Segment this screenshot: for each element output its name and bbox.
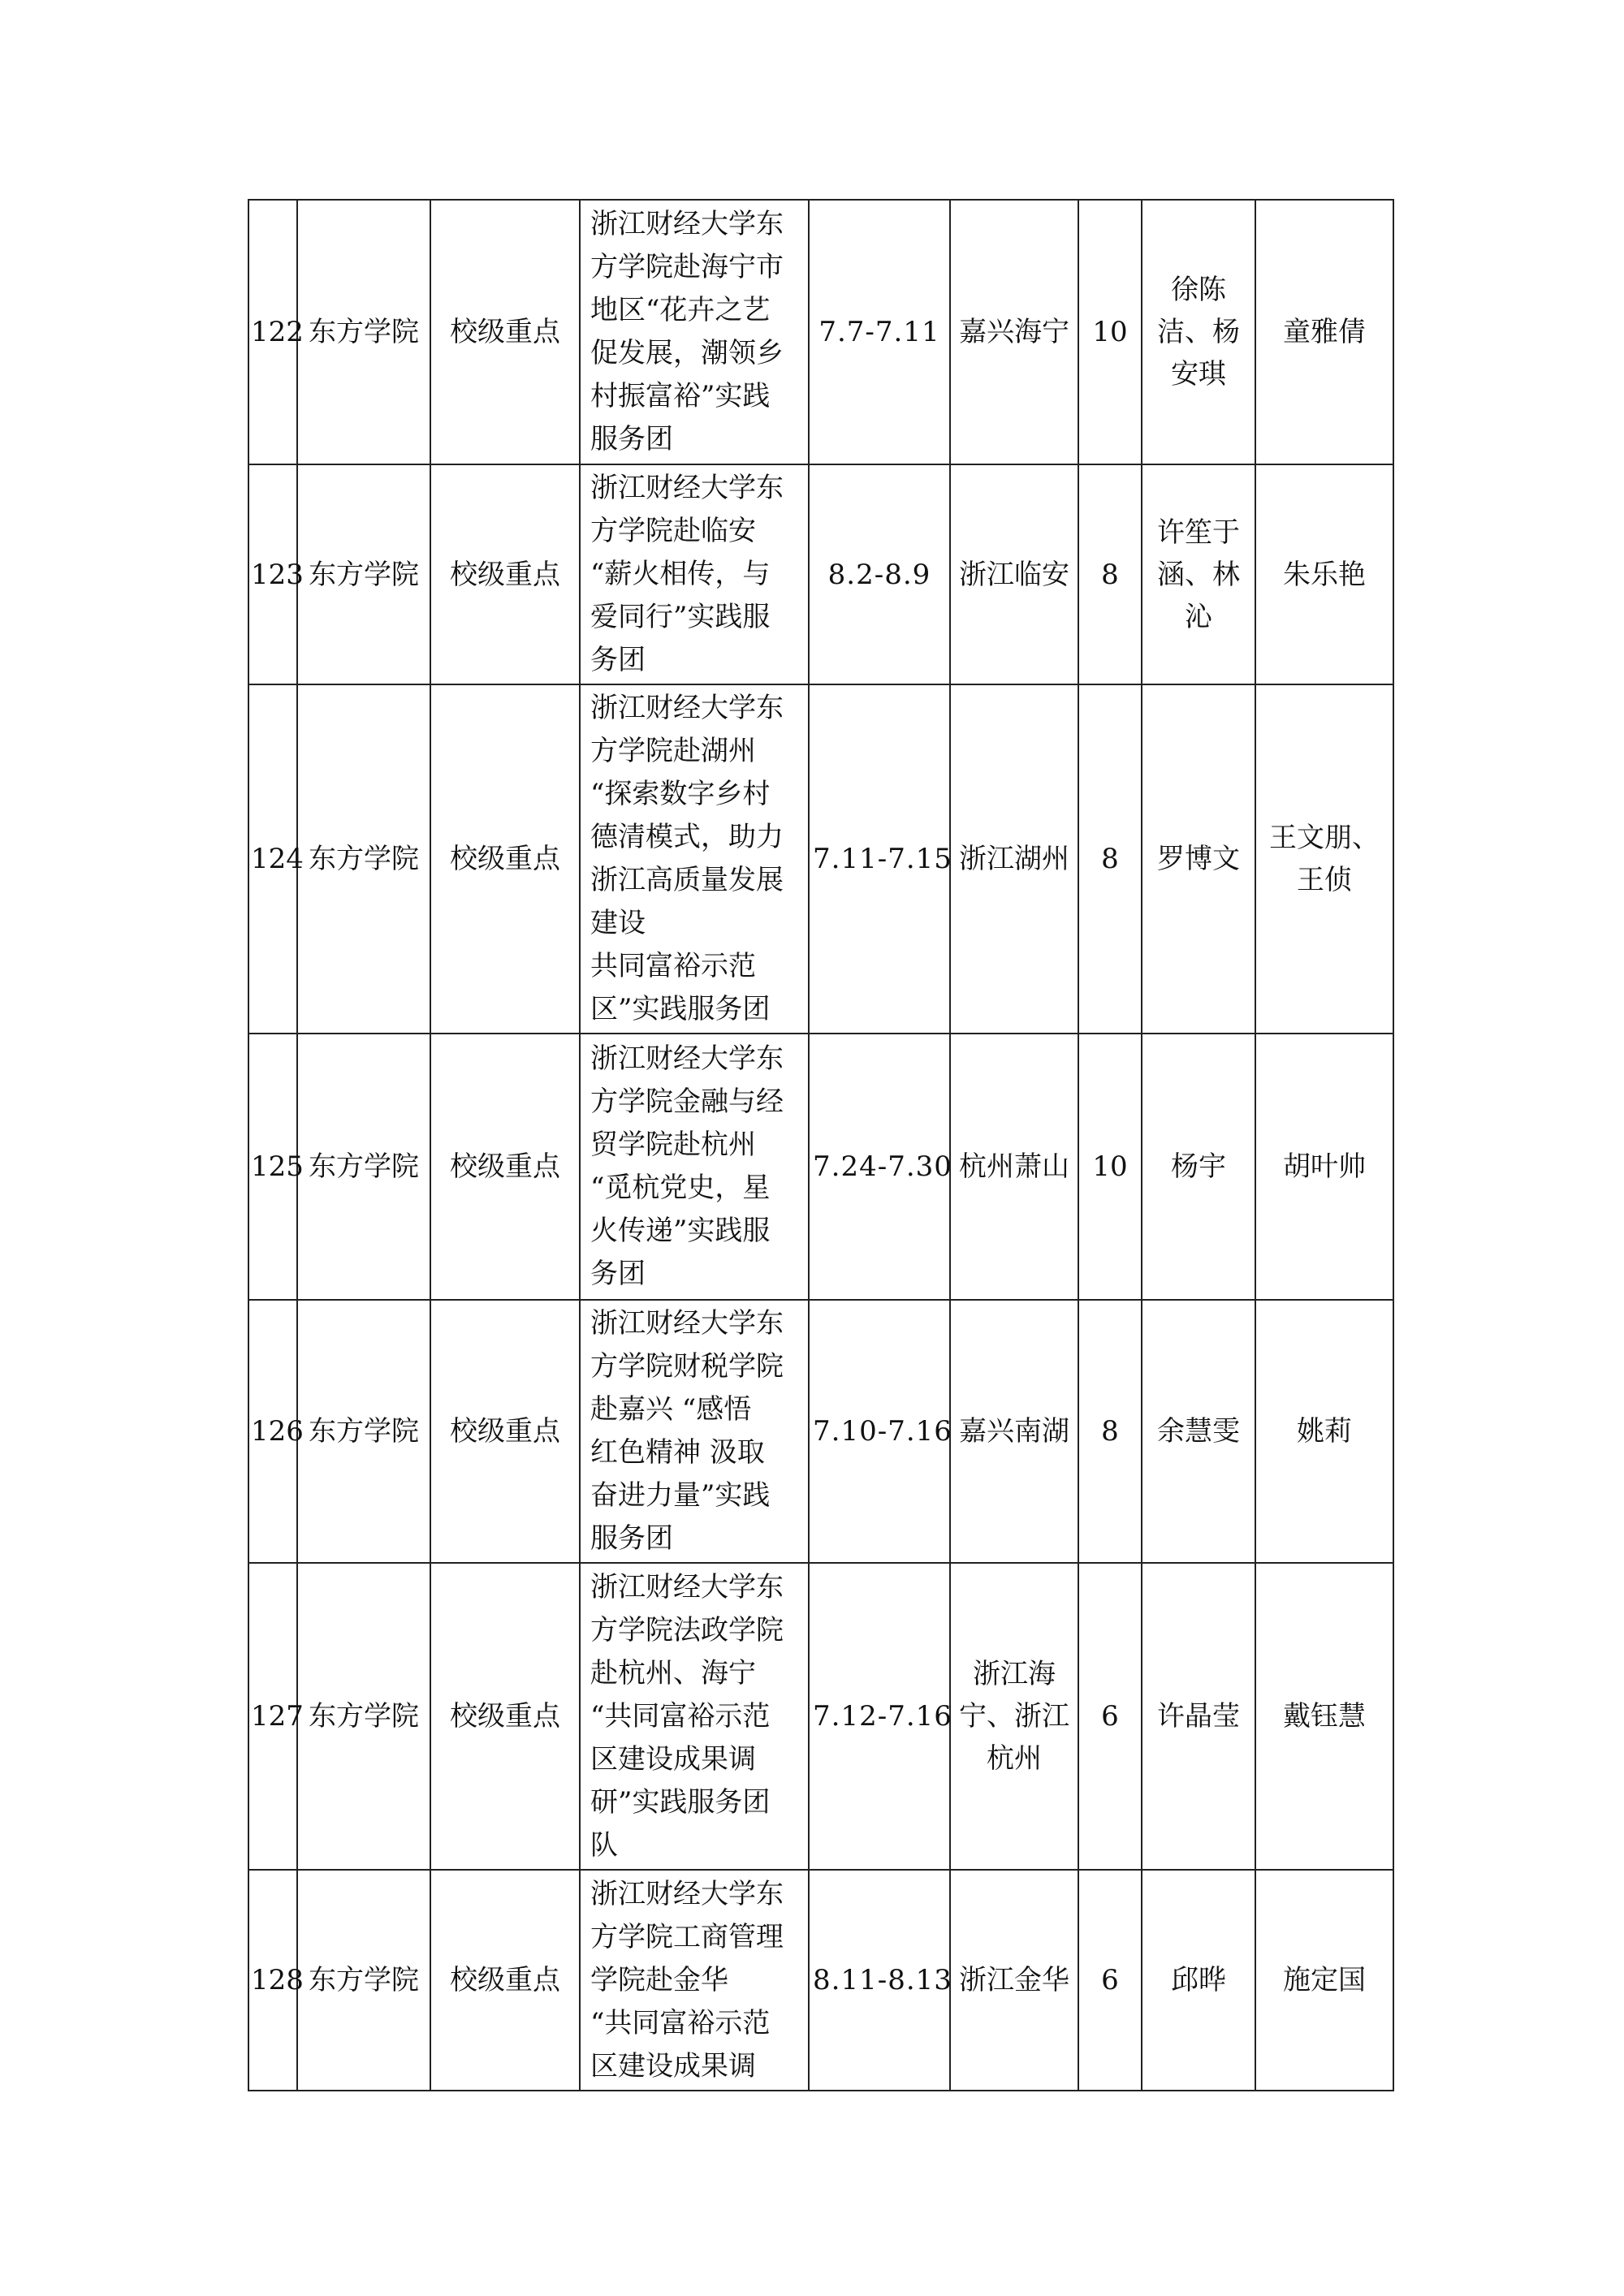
- level-cell: 校级重点: [430, 1034, 580, 1300]
- dates-cell: 8.11-8.13: [809, 1870, 950, 2091]
- table-row: [248, 684, 1393, 1034]
- dates-cell: 7.12-7.16: [809, 1563, 950, 1870]
- member-count-cell: 8: [1078, 1300, 1142, 1563]
- location-cell: 浙江金华: [950, 1870, 1078, 2091]
- leader-cell: 邱晔: [1142, 1870, 1255, 2091]
- level-cell: 校级重点: [430, 464, 580, 684]
- leader-cell: 徐陈 洁、杨 安琪: [1142, 200, 1255, 464]
- project-name-cell: 浙江财经大学东 方学院赴湖州 “探索数字乡村 德清模式，助力 浙江高质量发展 建设 共同富裕示范 区”实践服务团: [580, 684, 809, 1034]
- dates-cell: 7.11-7.15: [809, 684, 950, 1034]
- table-row: [248, 1034, 1393, 1300]
- college-cell: 东方学院: [297, 1300, 430, 1563]
- leader-cell: 余慧雯: [1142, 1300, 1255, 1563]
- location-cell: 嘉兴南湖: [950, 1300, 1078, 1563]
- level-cell: 校级重点: [430, 684, 580, 1034]
- table-row: [248, 200, 1393, 464]
- activity-table: [248, 199, 1394, 2091]
- college-cell: 东方学院: [297, 464, 430, 684]
- college-cell: 东方学院: [297, 1034, 430, 1300]
- leader-cell: 罗博文: [1142, 684, 1255, 1034]
- leader-cell: 许笙于 涵、林 沁: [1142, 464, 1255, 684]
- table-row: [248, 1563, 1393, 1870]
- serial-number-cell: 126: [248, 1300, 297, 1563]
- advisor-cell: 姚莉: [1255, 1300, 1393, 1563]
- location-cell: 浙江临安: [950, 464, 1078, 684]
- level-cell: 校级重点: [430, 1870, 580, 2091]
- table-row: [248, 1300, 1393, 1563]
- dates-cell: 7.10-7.16: [809, 1300, 950, 1563]
- serial-number-cell: 127: [248, 1563, 297, 1870]
- leader-cell: 许晶莹: [1142, 1563, 1255, 1870]
- project-name-cell: 浙江财经大学东 方学院赴临安 “薪火相传，与 爱同行”实践服 务团: [580, 464, 809, 684]
- location-cell: 浙江湖州: [950, 684, 1078, 1034]
- college-cell: 东方学院: [297, 1870, 430, 2091]
- project-name-cell: 浙江财经大学东 方学院赴海宁市 地区“花卉之艺 促发展，潮领乡 村振富裕”实践 服务团: [580, 200, 809, 464]
- serial-number-cell: 125: [248, 1034, 297, 1300]
- dates-cell: 8.2-8.9: [809, 464, 950, 684]
- location-cell: 杭州萧山: [950, 1034, 1078, 1300]
- member-count-cell: 8: [1078, 464, 1142, 684]
- member-count-cell: 10: [1078, 1034, 1142, 1300]
- project-name-cell: 浙江财经大学东 方学院金融与经 贸学院赴杭州 “觅杭党史，星 火传递”实践服 务团: [580, 1034, 809, 1300]
- serial-number-cell: 128: [248, 1870, 297, 2091]
- advisor-cell: 施定国: [1255, 1870, 1393, 2091]
- project-name-cell: 浙江财经大学东 方学院法政学院 赴杭州、海宁 “共同富裕示范 区建设成果调 研”实践服务团 队: [580, 1563, 809, 1870]
- leader-cell: 杨宇: [1142, 1034, 1255, 1300]
- college-cell: 东方学院: [297, 1563, 430, 1870]
- member-count-cell: 8: [1078, 684, 1142, 1034]
- member-count-cell: 6: [1078, 1870, 1142, 2091]
- table-body: [248, 200, 1393, 2091]
- table-row: [248, 464, 1393, 684]
- project-name-cell: 浙江财经大学东 方学院财税学院 赴嘉兴 “感悟 红色精神 汲取 奋进力量”实践 服务团: [580, 1300, 809, 1563]
- member-count-cell: 6: [1078, 1563, 1142, 1870]
- college-cell: 东方学院: [297, 684, 430, 1034]
- location-cell: 浙江海 宁、浙江 杭州: [950, 1563, 1078, 1870]
- serial-number-cell: 122: [248, 200, 297, 464]
- level-cell: 校级重点: [430, 1563, 580, 1870]
- member-count-cell: 10: [1078, 200, 1142, 464]
- serial-number-cell: 124: [248, 684, 297, 1034]
- serial-number-cell: 123: [248, 464, 297, 684]
- advisor-cell: 王文朋、 王侦: [1255, 684, 1393, 1034]
- level-cell: 校级重点: [430, 1300, 580, 1563]
- table-row: [248, 1870, 1393, 2091]
- location-cell: 嘉兴海宁: [950, 200, 1078, 464]
- level-cell: 校级重点: [430, 200, 580, 464]
- dates-cell: 7.24-7.30: [809, 1034, 950, 1300]
- dates-cell: 7.7-7.11: [809, 200, 950, 464]
- advisor-cell: 戴钰慧: [1255, 1563, 1393, 1870]
- project-name-cell: 浙江财经大学东 方学院工商管理 学院赴金华 “共同富裕示范 区建设成果调: [580, 1870, 809, 2091]
- advisor-cell: 胡叶帅: [1255, 1034, 1393, 1300]
- advisor-cell: 童雅倩: [1255, 200, 1393, 464]
- college-cell: 东方学院: [297, 200, 430, 464]
- advisor-cell: 朱乐艳: [1255, 464, 1393, 684]
